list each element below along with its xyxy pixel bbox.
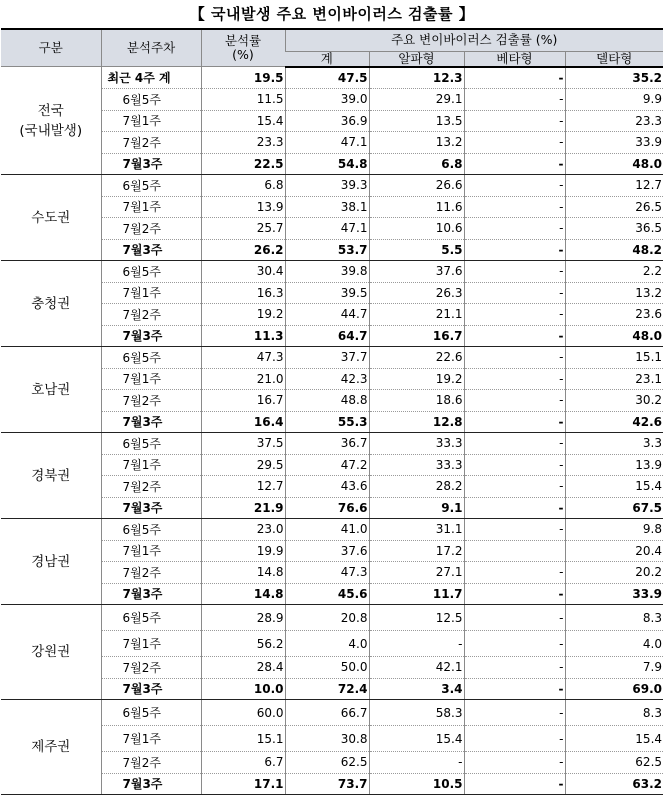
cell-delta: 67.5: [565, 497, 663, 519]
cell-beta: -: [464, 562, 565, 584]
cell-week: 7월2주: [101, 562, 201, 584]
cell-beta: -: [464, 433, 565, 455]
cell-delta: 30.2: [565, 390, 663, 412]
cell-week: 6월5주: [101, 261, 201, 283]
table-row: [1, 678, 663, 700]
cell-total: 37.7: [285, 347, 369, 369]
cell-beta: [464, 540, 565, 562]
cell-beta: -: [464, 411, 565, 433]
table-title: 【 국내발생 주요 변이바이러스 검출률 】: [189, 5, 475, 23]
cell-beta: -: [464, 497, 565, 519]
cell-total: 39.5: [285, 282, 369, 304]
cell-delta: 8.3: [565, 605, 663, 631]
cell-total: 73.7: [285, 773, 369, 795]
cell-week: 7월3주: [101, 497, 201, 519]
cell-week: 6월5주: [101, 175, 201, 197]
cell-delta: 20.2: [565, 562, 663, 584]
cell-alpha: 10.6: [369, 218, 464, 240]
cell-alpha: 10.5: [369, 773, 464, 795]
cell-total: 41.0: [285, 519, 369, 541]
group-label: 호남권: [1, 347, 101, 433]
cell-week: 7월2주: [101, 132, 201, 154]
cell-delta: 15.4: [565, 726, 663, 752]
cell-alpha: 16.7: [369, 325, 464, 347]
cell-rate: 21.9: [201, 497, 285, 519]
cell-alpha: 18.6: [369, 390, 464, 412]
cell-total: 36.7: [285, 433, 369, 455]
cell-delta: 9.9: [565, 89, 663, 111]
cell-total: 50.0: [285, 657, 369, 679]
cell-week: 7월3주: [101, 325, 201, 347]
variant-detection-table: [1, 28, 663, 795]
cell-rate: 11.5: [201, 89, 285, 111]
cell-rate: 28.9: [201, 605, 285, 631]
cell-week: 7월2주: [101, 476, 201, 498]
table-row: [1, 583, 663, 605]
cell-delta: 62.5: [565, 752, 663, 774]
cell-total: 62.5: [285, 752, 369, 774]
cell-rate: 13.9: [201, 196, 285, 218]
cell-alpha: 33.3: [369, 454, 464, 476]
cell-rate: 25.7: [201, 218, 285, 240]
cell-total: 54.8: [285, 153, 369, 175]
cell-alpha: -: [369, 631, 464, 657]
cell-rate: 23.3: [201, 132, 285, 154]
cell-rate: 29.5: [201, 454, 285, 476]
table-body: [1, 67, 663, 795]
cell-beta: -: [464, 700, 565, 726]
cell-total: 4.0: [285, 631, 369, 657]
cell-rate: 6.7: [201, 752, 285, 774]
cell-total: 47.1: [285, 132, 369, 154]
cell-rate: 15.4: [201, 110, 285, 132]
cell-alpha: -: [369, 752, 464, 774]
cell-week: 6월5주: [101, 605, 201, 631]
cell-alpha: 13.2: [369, 132, 464, 154]
table-header: [1, 29, 663, 67]
cell-alpha: 26.3: [369, 282, 464, 304]
cell-delta: 7.9: [565, 657, 663, 679]
cell-alpha: 29.1: [369, 89, 464, 111]
cell-delta: 48.0: [565, 325, 663, 347]
cell-rate: 10.0: [201, 678, 285, 700]
cell-rate: 6.8: [201, 175, 285, 197]
cell-delta: 23.3: [565, 110, 663, 132]
cell-total: 37.6: [285, 540, 369, 562]
cell-week: 7월1주: [101, 110, 201, 132]
cell-beta: -: [464, 726, 565, 752]
cell-rate: 22.5: [201, 153, 285, 175]
group-label: 전국 (국내발생): [1, 67, 101, 175]
cell-alpha: 15.4: [369, 726, 464, 752]
cell-rate: 19.9: [201, 540, 285, 562]
cell-total: 39.8: [285, 261, 369, 283]
cell-delta: 35.2: [565, 67, 663, 89]
cell-beta: -: [464, 67, 565, 89]
cell-delta: 4.0: [565, 631, 663, 657]
cell-alpha: 31.1: [369, 519, 464, 541]
cell-beta: -: [464, 657, 565, 679]
cell-week: 7월2주: [101, 218, 201, 240]
table-row: [1, 605, 663, 631]
table-row: [1, 110, 663, 132]
cell-beta: -: [464, 89, 565, 111]
table-row: [1, 239, 663, 261]
table-row: [1, 433, 663, 455]
cell-beta: -: [464, 239, 565, 261]
cell-rate: 21.0: [201, 368, 285, 390]
cell-rate: 15.1: [201, 726, 285, 752]
cell-week: 7월3주: [101, 411, 201, 433]
cell-week: 7월3주: [101, 153, 201, 175]
cell-total: 72.4: [285, 678, 369, 700]
cell-total: 20.8: [285, 605, 369, 631]
cell-delta: 63.2: [565, 773, 663, 795]
table-row: [1, 282, 663, 304]
cell-week: 7월1주: [101, 454, 201, 476]
cell-week: 7월1주: [101, 196, 201, 218]
cell-delta: 48.2: [565, 239, 663, 261]
cell-week: 7월3주: [101, 239, 201, 261]
cell-rate: 37.5: [201, 433, 285, 455]
cell-rate: 16.4: [201, 411, 285, 433]
cell-rate: 28.4: [201, 657, 285, 679]
cell-week: 7월1주: [101, 540, 201, 562]
cell-beta: -: [464, 218, 565, 240]
cell-total: 38.1: [285, 196, 369, 218]
cell-rate: 16.3: [201, 282, 285, 304]
cell-beta: -: [464, 261, 565, 283]
cell-rate: 14.8: [201, 562, 285, 584]
cell-rate: 17.1: [201, 773, 285, 795]
cell-week: 6월5주: [101, 89, 201, 111]
cell-alpha: 26.6: [369, 175, 464, 197]
cell-delta: 2.2: [565, 261, 663, 283]
cell-alpha: 13.5: [369, 110, 464, 132]
cell-total: 39.3: [285, 175, 369, 197]
cell-beta: -: [464, 631, 565, 657]
cell-rate: 19.2: [201, 304, 285, 326]
cell-beta: -: [464, 583, 565, 605]
table-row: [1, 657, 663, 679]
cell-total: 44.7: [285, 304, 369, 326]
cell-beta: -: [464, 153, 565, 175]
cell-alpha: 11.6: [369, 196, 464, 218]
header-beta: 베타형: [464, 51, 565, 67]
table-row: [1, 631, 663, 657]
cell-delta: 13.9: [565, 454, 663, 476]
cell-delta: 69.0: [565, 678, 663, 700]
group-label: 수도권: [1, 175, 101, 261]
cell-week: 7월1주: [101, 631, 201, 657]
cell-beta: -: [464, 347, 565, 369]
cell-alpha: 12.8: [369, 411, 464, 433]
cell-alpha: 42.1: [369, 657, 464, 679]
cell-beta: -: [464, 678, 565, 700]
group-label: 충청권: [1, 261, 101, 347]
cell-alpha: 11.7: [369, 583, 464, 605]
cell-rate: 12.7: [201, 476, 285, 498]
cell-beta: -: [464, 476, 565, 498]
cell-rate: 26.2: [201, 239, 285, 261]
cell-delta: 15.1: [565, 347, 663, 369]
cell-delta: 3.3: [565, 433, 663, 455]
cell-alpha: 33.3: [369, 433, 464, 455]
cell-beta: -: [464, 175, 565, 197]
cell-delta: 12.7: [565, 175, 663, 197]
table-row: [1, 519, 663, 541]
cell-alpha: 5.5: [369, 239, 464, 261]
cell-beta: -: [464, 454, 565, 476]
cell-delta: 26.5: [565, 196, 663, 218]
cell-total: 66.7: [285, 700, 369, 726]
header-total: 계: [285, 51, 369, 67]
cell-week: 6월5주: [101, 700, 201, 726]
cell-alpha: 3.4: [369, 678, 464, 700]
cell-week: 7월2주: [101, 304, 201, 326]
table-row: [1, 347, 663, 369]
cell-delta: 33.9: [565, 583, 663, 605]
cell-week: 7월2주: [101, 752, 201, 774]
table-row: [1, 218, 663, 240]
cell-total: 39.0: [285, 89, 369, 111]
table-row: [1, 175, 663, 197]
cell-total: 42.3: [285, 368, 369, 390]
table-row: [1, 325, 663, 347]
header-rate: [201, 29, 285, 67]
cell-delta: 13.2: [565, 282, 663, 304]
cell-week: 6월5주: [101, 519, 201, 541]
cell-week: 7월1주: [101, 282, 201, 304]
group-label: 경북권: [1, 433, 101, 519]
table-row: [1, 261, 663, 283]
cell-delta: 9.8: [565, 519, 663, 541]
cell-total: 47.5: [285, 67, 369, 89]
cell-rate: 14.8: [201, 583, 285, 605]
table-row: [1, 454, 663, 476]
header-rate-line2: (%): [232, 47, 254, 62]
cell-week: 최근 4주 계: [101, 67, 201, 89]
cell-total: 55.3: [285, 411, 369, 433]
group-label: 경남권: [1, 519, 101, 605]
table-row: [1, 304, 663, 326]
cell-total: 30.8: [285, 726, 369, 752]
cell-week: 7월2주: [101, 657, 201, 679]
cell-alpha: 6.8: [369, 153, 464, 175]
cell-alpha: 22.6: [369, 347, 464, 369]
cell-total: 48.8: [285, 390, 369, 412]
table-row: [1, 497, 663, 519]
cell-rate: 19.5: [201, 67, 285, 89]
cell-delta: 15.4: [565, 476, 663, 498]
cell-delta: 23.1: [565, 368, 663, 390]
cell-delta: 36.5: [565, 218, 663, 240]
cell-alpha: 58.3: [369, 700, 464, 726]
cell-total: 64.7: [285, 325, 369, 347]
cell-alpha: 12.3: [369, 67, 464, 89]
cell-beta: -: [464, 304, 565, 326]
cell-rate: 23.0: [201, 519, 285, 541]
cell-total: 47.1: [285, 218, 369, 240]
cell-beta: -: [464, 196, 565, 218]
table-row: [1, 752, 663, 774]
cell-alpha: 17.2: [369, 540, 464, 562]
cell-rate: 11.3: [201, 325, 285, 347]
cell-beta: -: [464, 605, 565, 631]
cell-total: 36.9: [285, 110, 369, 132]
table-row: [1, 562, 663, 584]
cell-alpha: 12.5: [369, 605, 464, 631]
cell-delta: 42.6: [565, 411, 663, 433]
cell-alpha: 37.6: [369, 261, 464, 283]
header-delta: 델타형: [565, 51, 663, 67]
cell-alpha: 28.2: [369, 476, 464, 498]
cell-rate: 60.0: [201, 700, 285, 726]
cell-total: 47.3: [285, 562, 369, 584]
cell-week: 6월5주: [101, 347, 201, 369]
cell-delta: 23.6: [565, 304, 663, 326]
table-row: [1, 132, 663, 154]
cell-rate: 56.2: [201, 631, 285, 657]
cell-total: 43.6: [285, 476, 369, 498]
table-row: [1, 67, 663, 89]
cell-total: 76.6: [285, 497, 369, 519]
cell-beta: -: [464, 519, 565, 541]
cell-week: 7월3주: [101, 583, 201, 605]
table-row: [1, 89, 663, 111]
cell-rate: 30.4: [201, 261, 285, 283]
cell-total: 47.2: [285, 454, 369, 476]
cell-delta: 20.4: [565, 540, 663, 562]
header-rate-line1: 분석률: [224, 33, 262, 48]
table-row: [1, 390, 663, 412]
table-row: [1, 153, 663, 175]
cell-alpha: 27.1: [369, 562, 464, 584]
cell-rate: 16.7: [201, 390, 285, 412]
cell-beta: -: [464, 110, 565, 132]
cell-delta: 48.0: [565, 153, 663, 175]
table-row: [1, 726, 663, 752]
table-row: [1, 773, 663, 795]
cell-beta: -: [464, 282, 565, 304]
header-detect: 주요 변이바이러스 검출률 (%): [285, 29, 663, 51]
cell-week: 7월3주: [101, 678, 201, 700]
cell-beta: -: [464, 390, 565, 412]
cell-beta: -: [464, 773, 565, 795]
cell-week: 7월1주: [101, 726, 201, 752]
header-group: 구분: [1, 29, 101, 67]
table-row: [1, 700, 663, 726]
cell-delta: 33.9: [565, 132, 663, 154]
cell-alpha: 21.1: [369, 304, 464, 326]
cell-week: 7월1주: [101, 368, 201, 390]
table-row: [1, 368, 663, 390]
table-row: [1, 411, 663, 433]
cell-total: 53.7: [285, 239, 369, 261]
cell-beta: -: [464, 368, 565, 390]
cell-delta: 8.3: [565, 700, 663, 726]
cell-beta: -: [464, 752, 565, 774]
group-label: 제주권: [1, 700, 101, 795]
cell-week: 6월5주: [101, 433, 201, 455]
cell-week: 7월2주: [101, 390, 201, 412]
table-row: [1, 540, 663, 562]
cell-alpha: 19.2: [369, 368, 464, 390]
header-alpha: 알파형: [369, 51, 464, 67]
cell-beta: -: [464, 132, 565, 154]
cell-beta: -: [464, 325, 565, 347]
cell-week: 7월3주: [101, 773, 201, 795]
cell-total: 45.6: [285, 583, 369, 605]
group-label: 강원권: [1, 605, 101, 700]
cell-rate: 47.3: [201, 347, 285, 369]
cell-alpha: 9.1: [369, 497, 464, 519]
table-row: [1, 476, 663, 498]
table-row: [1, 196, 663, 218]
header-week: 분석주차: [101, 29, 201, 67]
